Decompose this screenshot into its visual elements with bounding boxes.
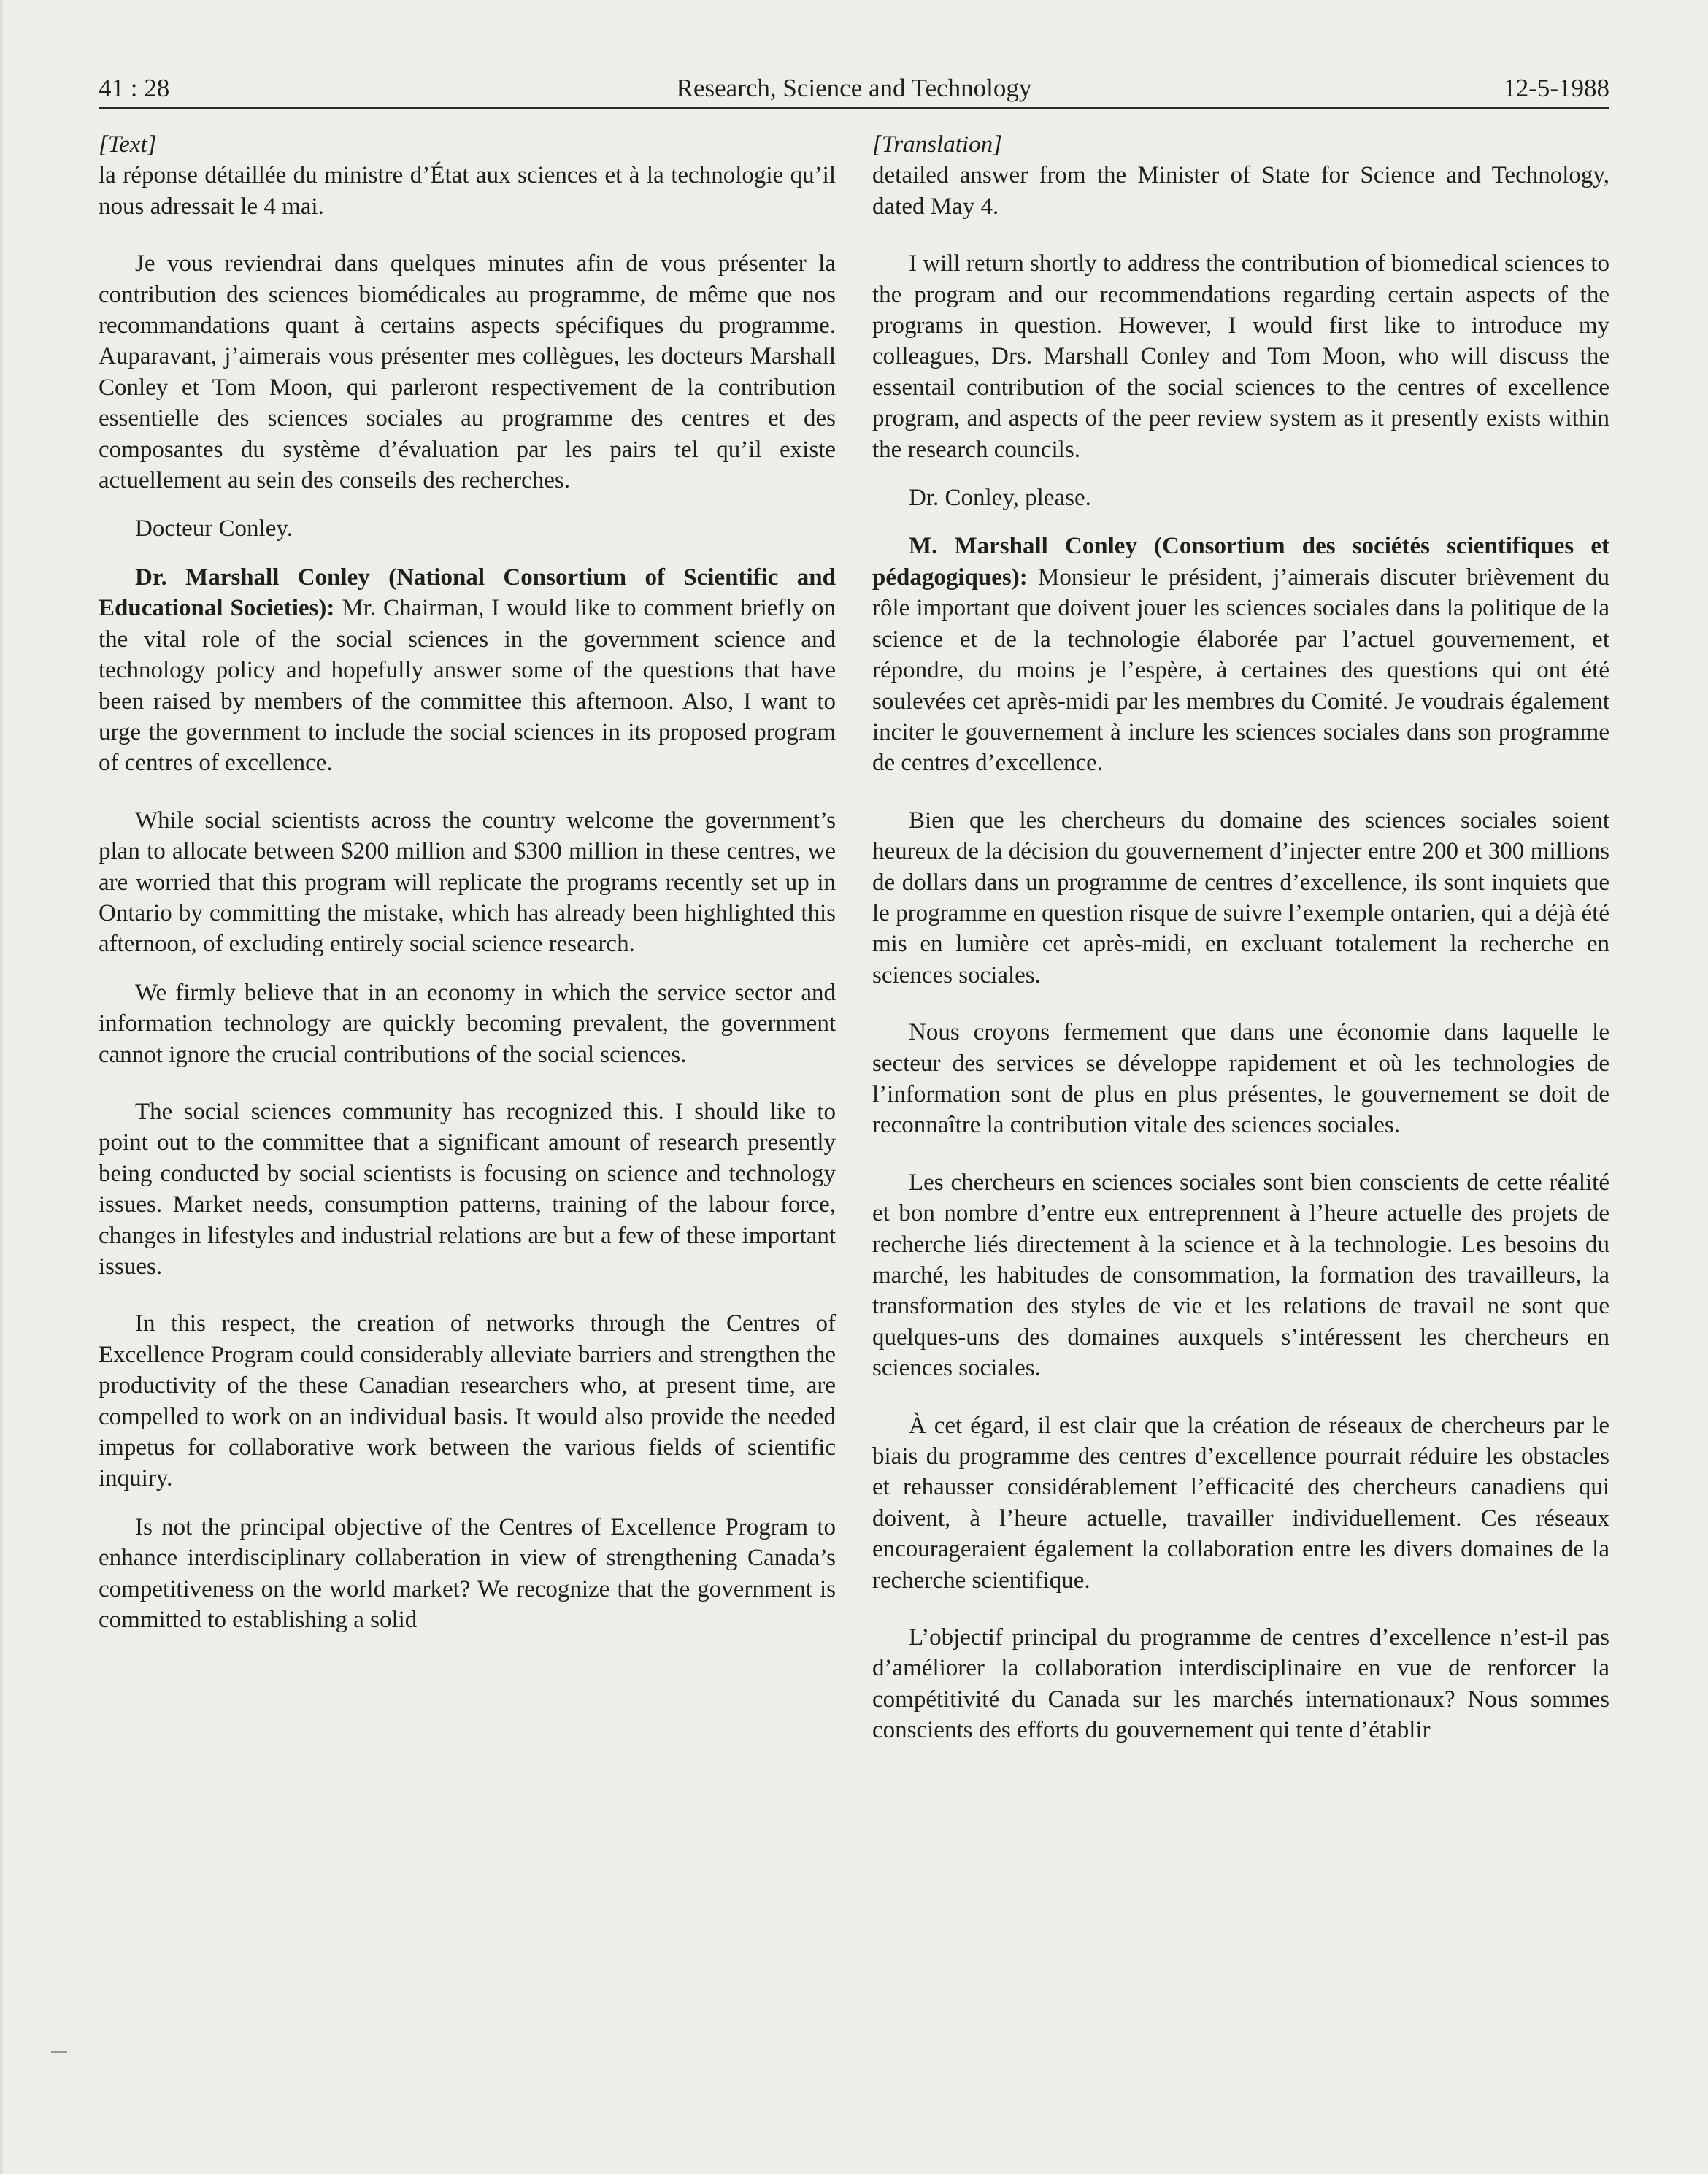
page-reference: 41 : 28 bbox=[99, 74, 170, 102]
paragraph: Nous croyons fermement que dans une économie dans laquelle le secteur des services se développe rapidement et où les technologies de l’information sont de plus en plus présentes, le gouvernement se doit de reconnaître la contribution vitale des sciences sociales. bbox=[872, 1019, 1609, 1139]
paragraph: I will return shortly to address the contribution of biomedical sciences to the program and our recommendations regarding certain aspects of the programs in question. However, I would first like to introduce my colleagues, Drs. Marshall Conley and Tom Moon, who will discuss the essentail contribution of the social sciences to the centres of excellence program, and aspects of the peer review system as it presently exists within the research councils. bbox=[872, 250, 1609, 463]
paragraph: À cet égard, il est clair que la création de réseaux de chercheurs par le biais du programme des centres d’excellence pourrait réduire les obstacles et rehausser considérablement l’efficacité des chercheurs canadiens qui doivent, à l’heure actuelle, travailler individuellement. Ces réseaux encourageraient également la collaboration entre les divers domaines de la recherche scientifique. bbox=[872, 1412, 1609, 1594]
paragraph: Je vous reviendrai dans quelques minutes afin de vous présenter la contribution des sciences biomédicales au programme, de même que nos recommandations quant à certains aspects spécifiques du programme. Auparavant, j’aimerais vous présenter mes collègues, les docteurs Marshall Conley et Tom Moon, qui parleront respectivement de la contribution essentielle des sciences sociales au programme des centres et des composantes du système d’évaluation par les pairs tel qu’il existe actuellement au sein des conseils des recherches. bbox=[99, 250, 836, 494]
right-column bbox=[872, 129, 1609, 1746]
paragraph: Bien que les chercheurs du domaine des sciences sociales soient heureux de la décision du gouvernement d’injecter entre 200 et 300 millions de dollars dans un programme de centres d’excellence, ils sont inquiets que le programme en question risque de suivre l’exemple ontarien, qui a déjà été mis en lumière cet après-midi, en excluant totalement la recherche en sciences sociales. bbox=[872, 807, 1609, 988]
paragraph: Is not the principal objective of the Centres of Excellence Program to enhance interdisciplinary collaberation in view of strengthening Canada’s competitiveness on the world market? We recognize that the government is committed to establishing a solid bbox=[99, 1513, 836, 1634]
margin-mark bbox=[51, 2051, 67, 2053]
speaker-name: Dr. Marshall Conley (National Consortium of Scientific and Educational Societies): bbox=[99, 564, 836, 622]
left-column bbox=[99, 129, 836, 1746]
speech-text: Monsieur le président, j’aimerais discuter brièvement du rôle important que doivent jouer les sciences sociales dans la politique de la science et de la technologie élaborée par l’actuel gouvernement, et répondre, du moins je l’espère, à certaines des questions qui ont été soulevées cet après-midi par les membres du Comité. Je voudrais également inciter le gouvernement à inclure les sciences sociales dans son programme de centres d’excellence. bbox=[872, 564, 1609, 777]
speaker-name: M. Marshall Conley (Consortium des sociétés scientifiques et pédagogiques): bbox=[872, 533, 1609, 591]
paragraph: Dr. Conley, please. bbox=[909, 485, 1091, 512]
speaker-paragraph bbox=[99, 562, 836, 779]
paragraph: Docteur Conley. bbox=[135, 515, 293, 542]
two-column-body bbox=[99, 129, 1609, 1746]
running-title: Research, Science and Technology bbox=[676, 74, 1032, 102]
language-tag: [Text] bbox=[99, 131, 157, 158]
paragraph: We firmly believe that in an economy in which the service sector and information technology are quickly becoming prevalent, the government cannot ignore the crucial contributions of the social sciences. bbox=[99, 979, 836, 1068]
page-header bbox=[99, 69, 1609, 109]
paragraph: Les chercheurs en sciences sociales sont bien conscients de cette réalité et bon nombre d’entre eux entreprennent à l’heure actuelle des projets de recherche liés directement à la science et à la technologie. Les besoins du marché, les habitudes de consommation, la formation des travailleurs, la transformation des styles de vie et les relations de travail ne sont que quelques-uns des domaines auxquels s’intéressent les chercheurs en sciences sociales. bbox=[872, 1169, 1609, 1382]
speech-text: Mr. Chairman, I would like to comment briefly on the vital role of the social sciences in the government science and technology policy and hopefully answer some of the questions that have been raised by members of the committee this afternoon. Also, I want to urge the government to include the social sciences in its proposed program of centres of excellence. bbox=[99, 595, 836, 777]
paragraph: In this respect, the creation of networks through the Centres of Excellence Program could considerably alleviate barriers and strengthen the productivity of the these Canadian researchers who, at present time, are compelled to work on an individual basis. It would also provide the needed impetus for collaborative work between the various fields of scientific inquiry. bbox=[99, 1310, 836, 1492]
language-tag: [Translation] bbox=[872, 131, 1002, 158]
paragraph: L’objectif principal du programme de centres d’excellence n’est-il pas d’améliorer la collaboration interdisciplinaire en vue de renforcer la compétitivité du Canada sur les marchés internationaux? Nous sommes conscients des efforts du gouvernement qui tente d’établir bbox=[872, 1624, 1609, 1744]
paragraph: The social sciences community has recognized this. I should like to point out to the committee that a significant amount of research presently being conducted by social scientists is focusing on science and technology issues. Market needs, consumption patterns, training of the labour force, changes in lifestyles and industrial relations are but a few of these important issues. bbox=[99, 1098, 836, 1280]
sitting-date: 12-5-1988 bbox=[1503, 74, 1609, 102]
paragraph: While social scientists across the country welcome the government’s plan to allocate between $200 million and $300 million in these centres, we are worried that this program will replicate the programs recently set up in Ontario by committing the mistake, which has already been highlighted this afternoon, of excluding entirely social science research. bbox=[99, 807, 836, 958]
paragraph: la réponse détaillée du ministre d’État aux sciences et à la technologie qu’il nous adressait le 4 mai. bbox=[99, 162, 836, 220]
speaker-paragraph bbox=[872, 531, 1609, 778]
paragraph: detailed answer from the Minister of State for Science and Technology, dated May 4. bbox=[872, 162, 1609, 220]
